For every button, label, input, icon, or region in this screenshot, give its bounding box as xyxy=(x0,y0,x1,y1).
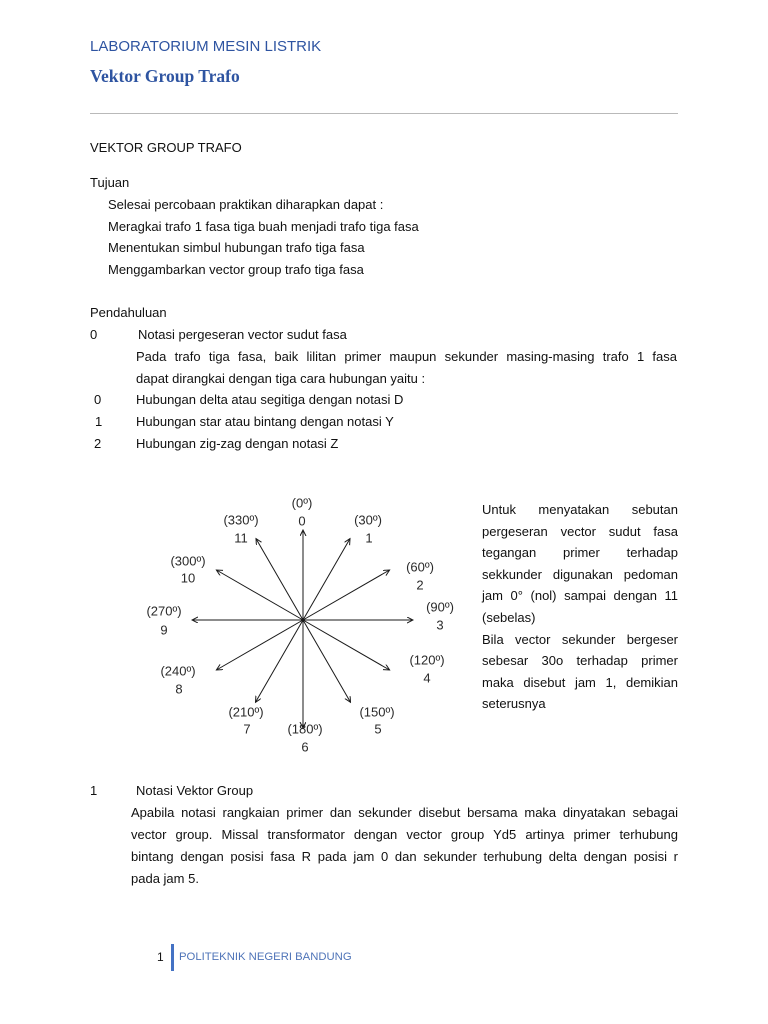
clock-ray-hour-8 xyxy=(216,620,303,670)
clock-degree-label: (300º) xyxy=(170,553,206,569)
side-note-line: maka disebut jam 1, demikian xyxy=(482,674,678,690)
clock-hour-label: 8 xyxy=(175,681,183,697)
connection-item xyxy=(94,389,654,411)
tujuan-item: Meragkai trafo 1 fasa tiga buah menjadi trafo tiga fasa xyxy=(108,218,419,234)
clock-degree-label: (60º) xyxy=(406,559,434,575)
vector-group-number: 1 xyxy=(90,783,98,798)
side-note-line: Untuk menyatakan sebutan xyxy=(482,502,678,517)
connection-item xyxy=(94,411,654,433)
point-number: 0 xyxy=(90,327,98,342)
connection-text: Hubungan delta atau segitiga dengan notasi D xyxy=(136,392,404,407)
point-title: Notasi pergeseran vector sudut fasa xyxy=(138,327,347,342)
connection-item xyxy=(94,433,654,455)
clock-hour-label: 9 xyxy=(160,622,168,638)
paragraph-line: dapat dirangkai dengan tiga cara hubungan yaitu : xyxy=(136,371,426,386)
vector-clock-diagram xyxy=(140,490,470,760)
clock-ray-hour-1 xyxy=(303,539,350,620)
clock-hour-label: 1 xyxy=(365,530,373,546)
tujuan-heading: Tujuan xyxy=(90,175,130,190)
side-note-line: (sebelas) xyxy=(482,609,536,625)
clock-degree-label: (90º) xyxy=(426,599,454,615)
side-note-line: sebesar 30o terhadap primer xyxy=(482,653,678,669)
clock-degree-label: (330º) xyxy=(223,512,259,528)
clock-hour-label: 10 xyxy=(180,570,196,586)
side-note-line: seterusnya xyxy=(482,696,546,712)
paragraph-line: Apabila notasi rangkaian primer dan sekunder disebut bersama maka dinyatakan sebagai xyxy=(131,805,678,820)
clock-degree-label: (0º) xyxy=(291,495,313,511)
header-divider xyxy=(90,113,678,114)
side-note-line: pergeseran vector sudut fasa xyxy=(482,523,678,539)
connection-text: Hubungan zig-zag dengan notasi Z xyxy=(136,436,339,451)
clock-ray-hour-7 xyxy=(256,620,304,702)
connection-number: 0 xyxy=(94,392,102,407)
clock-ray-hour-4 xyxy=(303,620,390,670)
clock-hour-label: 11 xyxy=(234,530,248,546)
side-note xyxy=(482,499,678,715)
clock-degree-label: (120º) xyxy=(409,652,445,668)
clock-degree-label: (210º) xyxy=(228,704,264,720)
clock-degree-label: (270º) xyxy=(146,603,182,619)
clock-ray-hour-2 xyxy=(303,570,390,620)
document-title-header: Vektor Group Trafo xyxy=(90,66,240,86)
tujuan-item: Menentukan simbul hubungan trafo tiga fasa xyxy=(108,240,365,256)
connection-number: 2 xyxy=(94,436,102,451)
footer-institution: POLITEKNIK NEGERI BANDUNG xyxy=(179,951,352,963)
paragraph-line: vector group. Missal transformator dengan vector group Yd5 artinya primer terhubung xyxy=(131,827,678,842)
pendahuluan-heading: Pendahuluan xyxy=(90,305,167,320)
footer-divider-bar xyxy=(171,944,174,971)
tujuan-item: Menggambarkan vector group trafo tiga fasa xyxy=(108,262,364,278)
paragraph-line: pada jam 5. xyxy=(131,871,199,886)
clock-degree-label: (30º) xyxy=(354,512,382,528)
tujuan-intro: Selesai percobaan praktikan diharapkan dapat : xyxy=(108,197,384,212)
vector-group-title: Notasi Vektor Group xyxy=(136,783,254,798)
footer-page-number: 1 xyxy=(157,950,164,964)
connection-number: 1 xyxy=(95,414,103,429)
clock-hour-label: 5 xyxy=(374,721,382,737)
clock-degree-label: (180º) xyxy=(287,721,323,737)
paragraph-line: Pada trafo tiga fasa, baik lilitan primer maupun sekunder masing-masing trafo 1 fasa xyxy=(136,349,677,364)
clock-hour-label: 2 xyxy=(416,577,424,593)
clock-hour-label: 0 xyxy=(298,513,306,529)
clock-ray-hour-11 xyxy=(256,539,303,620)
side-note-line: tegangan primer terhadap xyxy=(482,545,678,561)
side-note-line: jam 0° (nol) sampai dengan 11 xyxy=(482,588,678,604)
lab-name-header: LABORATORIUM MESIN LISTRIK xyxy=(90,38,322,55)
section-title: VEKTOR GROUP TRAFO xyxy=(90,140,242,155)
clock-hour-label: 3 xyxy=(436,617,444,633)
connection-list xyxy=(94,389,654,455)
clock-rays xyxy=(192,530,413,728)
paragraph-line: bintang dengan posisi fasa R pada jam 0 dan sekunder terhubung delta dengan posisi r xyxy=(131,849,678,864)
tujuan-list xyxy=(108,194,419,281)
connection-text: Hubungan star atau bintang dengan notasi Y xyxy=(136,414,394,429)
side-note-line: sekkunder digunakan pedoman xyxy=(482,566,678,582)
clock-hour-label: 6 xyxy=(301,739,309,755)
vector-group-paragraph xyxy=(131,802,678,890)
clock-degree-label: (240º) xyxy=(160,663,196,679)
clock-ray-hour-5 xyxy=(303,620,351,702)
clock-hour-label: 7 xyxy=(243,721,251,737)
side-note-line: Bila vector sekunder bergeser xyxy=(482,631,678,647)
clock-hour-label: 4 xyxy=(423,670,431,686)
clock-degree-label: (150º) xyxy=(359,704,395,720)
clock-ray-hour-10 xyxy=(216,570,303,620)
pendahuluan-paragraph xyxy=(136,346,677,390)
